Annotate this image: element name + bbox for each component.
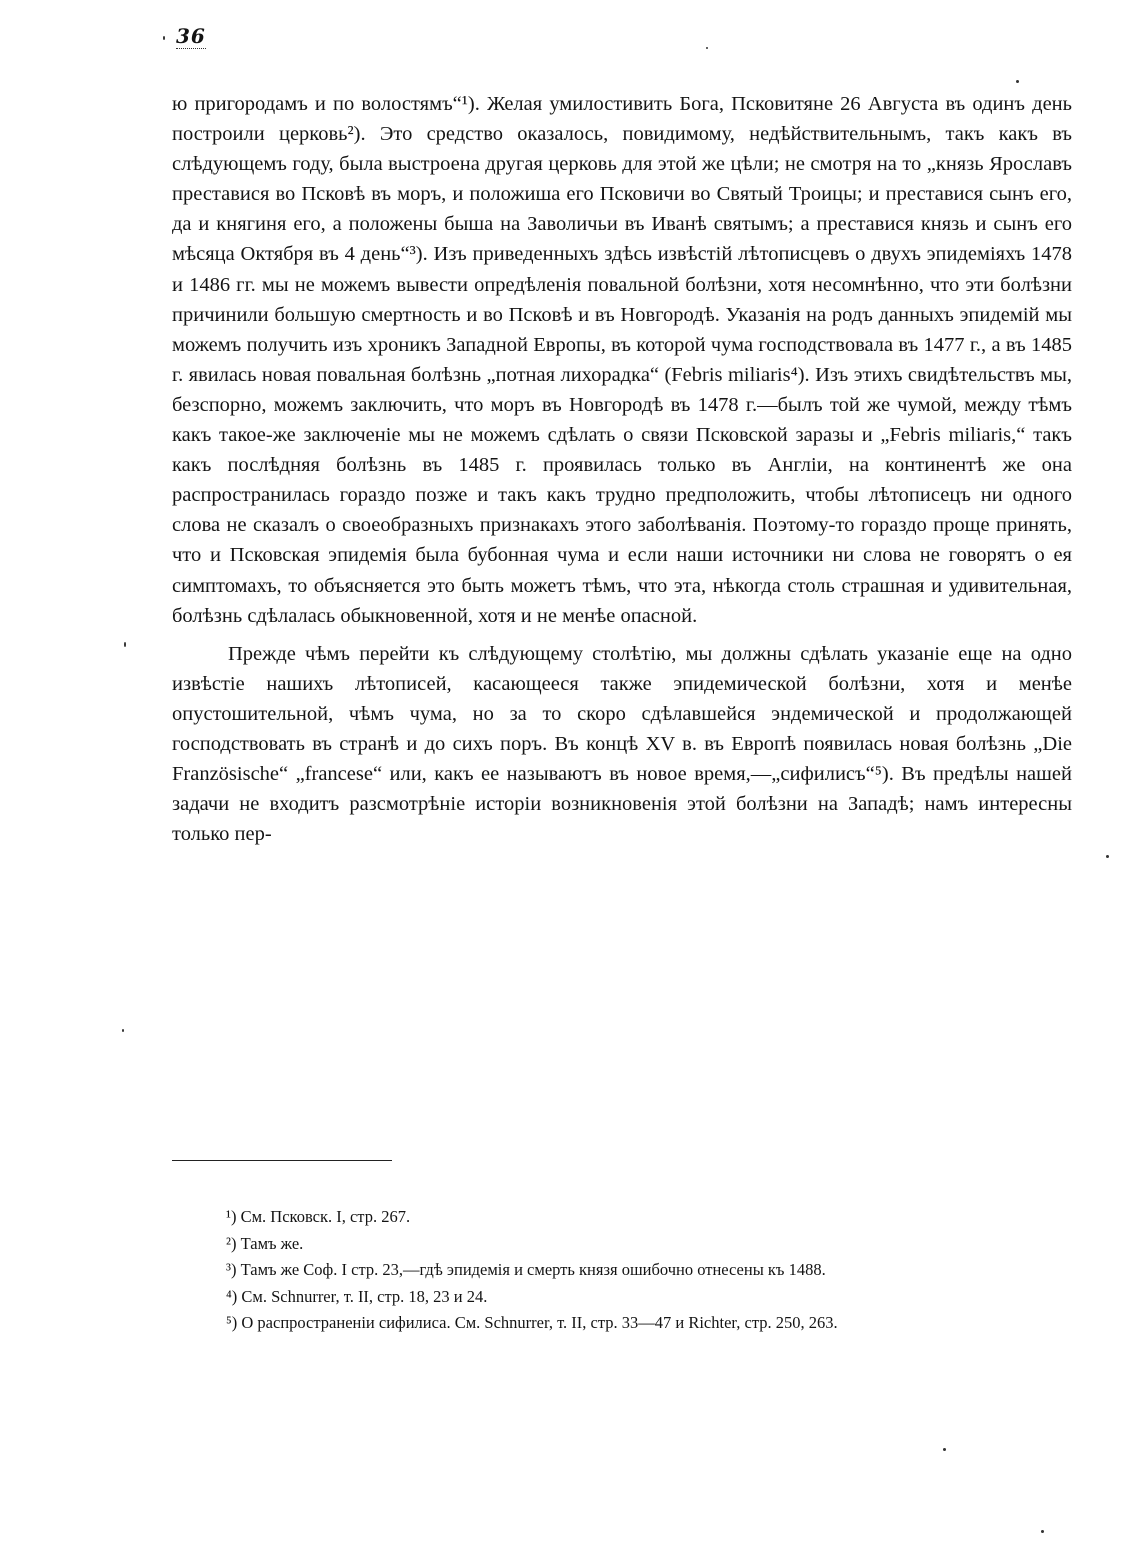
footnote-mark: ³) (226, 1260, 237, 1279)
scan-speck (163, 36, 165, 40)
footnote-mark: ²) (226, 1233, 237, 1253)
footnote (226, 1231, 1086, 1258)
footnote-text: См. Schnurrer, т. II, стр. 18, 23 и 24. (241, 1286, 488, 1306)
page-number: 36 (176, 24, 206, 48)
paragraph: Прежде чѣмъ перейти къ слѣдующему столѣтію, мы должны сдѣлать указаніе еще на одно извѣстіе нашихъ лѣтописей, касающееся также эпидемической болѣзни, хотя и менѣе опустошительной, чѣмъ чума, но за то скоро сдѣлавшейся эндемической и продолжающей господствовать въ странѣ и до сихъ поръ. Въ концѣ XV в. въ Европѣ появилась новая болѣзнь „Die Französische“ „francese“ или, какъ ее называютъ въ новое время,—„сифилисъ“⁵). Въ предѣлы нашей задачи не входитъ разсмотрѣніе исторіи возникновенія этой болѣзни на Западѣ; намъ интересны только пер- (172, 642, 1072, 846)
footnote-separator (172, 1160, 392, 1161)
footnote-mark: ⁵) (226, 1313, 238, 1332)
scan-speck (706, 47, 708, 49)
footnote (226, 1257, 1086, 1284)
scan-speck (1041, 1530, 1044, 1533)
footnote-text: См. Псковск. I, стр. 267. (240, 1207, 411, 1226)
scan-speck (124, 642, 126, 647)
scan-speck (1106, 855, 1109, 858)
footnote-text: О распространеніи сифилиса. См. Schnurrer, т. II, стр. 33—47 и Richter, стр. 250, 263. (241, 1313, 838, 1332)
main-text (172, 89, 1072, 849)
footnote (226, 1310, 1086, 1337)
paragraph: ю пригородамъ и по волостямъ“¹). Желая умилостивить Бога, Псковитяне 26 Августа въ одинъ день построили церковь²). Это средство оказалось, повидимому, недѣйствительнымъ, такъ какъ въ слѣдующемъ году, была выстроена другая церковь для этой же цѣли; не смотря на то „князь Ярославъ преставися во Псковѣ въ моръ, и положиша его Псковичи во Святый Троицы; и преставися сынъ его, да и княгиня его, а положены быша на Заволичьи въ Иванѣ святымъ; а преставися князь и сынъ его мѣсяца Октября въ 4 день“³). Изъ приведенныхъ здѣсь извѣстій лѣтописцевъ о двухъ эпидеміяхъ 1478 и 1486 гг. мы не можемъ вывести опредѣленія повальной болѣзни, хотя несомнѣнно, что эти болѣзни причинили большую смертность и во Псковѣ и въ Новгородѣ. Указанія на родъ данныхъ эпидемій мы можемъ получить изъ хроникъ Западной Европы, въ которой чума господствовала въ 1477 г., а въ 1485 г. явилась новая повальная болѣзнь „потная лихорадка“ (Febris miliaris⁴). Изъ этихъ свидѣтельствъ мы, безспорно, можемъ заключить, что моръ въ Новгородѣ въ 1478 г.—былъ той же чумой, между тѣмъ какъ такое-же заключеніе мы не можемъ сдѣлать о связи Псковской заразы и „Febris miliaris,“ такъ какъ послѣдняя болѣзнь въ 1485 г. проявилась только въ Англіи, на континентѣ же она распространилась гораздо позже и такъ какъ трудно предположить, чтобы лѣтописецъ ни одного слова не сказалъ о своеобразныхъ признакахъ этого заболѣванія. Поэтому-то гораздо проще принять, что и Псковская эпидемія была бубонная чума и если наши источники ни слова не говорятъ о ея симптомахъ, то объясняется это быть можетъ тѣмъ, что эта, нѣкогда столь страшная и удивительная, болѣзнь сдѣлалась обыкновенной, хотя и не менѣе опасной. (172, 93, 1072, 627)
footnote (226, 1204, 1086, 1231)
scan-speck (943, 1448, 946, 1451)
footnote (226, 1284, 1086, 1311)
footnote-text: Тамъ же. (240, 1233, 304, 1253)
scan-speck (122, 1029, 124, 1032)
footnote-text: Тамъ же Соф. I стр. 23,—гдѣ эпидемія и смерть князя ошибочно отнесены къ 1488. (240, 1260, 826, 1279)
footnote-mark: ¹) (226, 1207, 237, 1226)
scan-speck (1016, 80, 1019, 83)
footnote-mark: ⁴) (226, 1286, 238, 1306)
footnotes (226, 1204, 1086, 1337)
